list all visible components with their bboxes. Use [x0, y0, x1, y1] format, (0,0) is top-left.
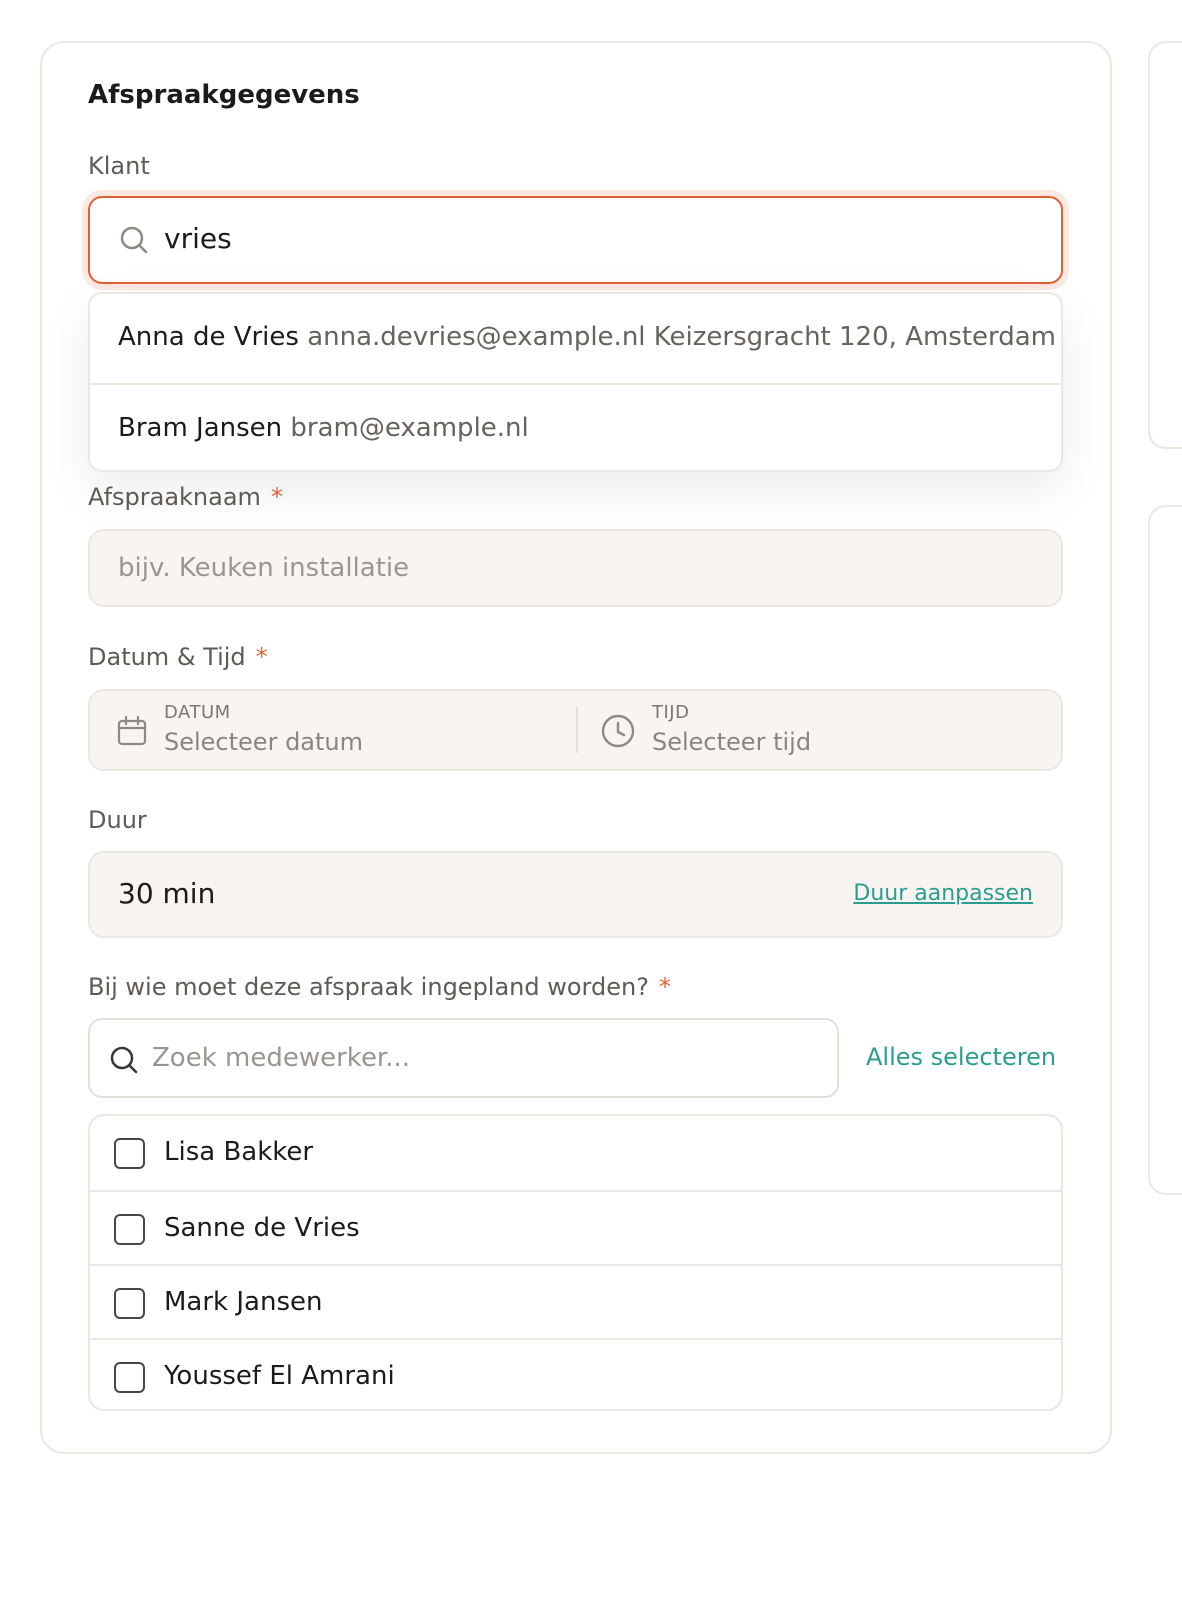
side-panel-card-top	[1148, 41, 1182, 449]
employee-row[interactable]	[90, 1338, 1061, 1412]
employee-search-input[interactable]	[88, 1018, 839, 1098]
date-placeholder: Selecteer datum	[164, 728, 364, 756]
required-mark: *	[255, 643, 268, 671]
required-mark: *	[270, 483, 283, 511]
client-search-value[interactable]: vries	[164, 222, 232, 255]
suggestion-email: anna.devries@example.nl	[307, 322, 646, 352]
duration-value: 30 min	[118, 877, 216, 910]
side-panel-card-bottom	[1148, 505, 1182, 1195]
employee-row[interactable]	[90, 1190, 1061, 1264]
suggestion-address: Keizersgracht 120, Amsterdam	[653, 322, 1057, 352]
employee-list	[88, 1114, 1063, 1411]
adjust-duration-link[interactable]: Duur aanpassen	[853, 881, 1033, 906]
date-picker[interactable]	[90, 691, 576, 769]
employee-checkbox[interactable]	[114, 1138, 145, 1169]
search-icon	[118, 224, 150, 256]
suggestion-name: Bram Jansen	[118, 413, 283, 443]
employee-name: Youssef El Amrani	[164, 1361, 395, 1391]
employee-search-placeholder: Zoek medewerker...	[152, 1043, 411, 1073]
datetime-label-text: Datum & Tijd	[88, 643, 246, 671]
employee-row[interactable]	[90, 1116, 1061, 1190]
calendar-icon	[116, 715, 148, 747]
assignees-label-text: Bij wie moet deze afspraak ingepland worden?	[88, 973, 649, 1001]
client-suggestion[interactable]	[90, 294, 1061, 383]
date-caption: DATUM	[164, 702, 231, 723]
suggestion-email: bram@example.nl	[290, 413, 529, 443]
time-caption: TIJD	[652, 702, 690, 723]
search-icon	[108, 1044, 140, 1076]
employee-name: Lisa Bakker	[164, 1137, 314, 1167]
employee-checkbox[interactable]	[114, 1288, 145, 1319]
appointment-name-placeholder: bijv. Keuken installatie	[118, 553, 410, 583]
employee-name: Sanne de Vries	[164, 1213, 360, 1243]
duration-label: Duur	[88, 806, 147, 834]
employee-checkbox[interactable]	[114, 1362, 145, 1393]
appointment-name-label-text: Afspraaknaam	[88, 483, 261, 511]
suggestion-name: Anna de Vries	[118, 322, 299, 352]
time-placeholder: Selecteer tijd	[652, 728, 812, 756]
required-mark: *	[658, 973, 671, 1001]
assignees-label	[88, 973, 671, 1001]
select-all-button[interactable]: Alles selecteren	[866, 1043, 1057, 1071]
appointment-name-input[interactable]	[88, 529, 1063, 607]
client-search-input[interactable]	[88, 196, 1063, 284]
datetime-field	[88, 689, 1063, 771]
clock-icon	[600, 713, 636, 749]
employee-name: Mark Jansen	[164, 1287, 323, 1317]
datetime-label	[88, 643, 268, 671]
time-picker[interactable]	[578, 691, 1063, 769]
section-title: Afspraakgegevens	[88, 80, 360, 110]
appointment-name-label	[88, 483, 283, 511]
duration-field	[88, 851, 1063, 938]
employee-checkbox[interactable]	[114, 1214, 145, 1245]
client-suggestions-dropdown	[88, 292, 1063, 472]
client-label: Klant	[88, 152, 150, 180]
client-suggestion[interactable]	[90, 383, 1061, 472]
employee-row[interactable]	[90, 1264, 1061, 1338]
